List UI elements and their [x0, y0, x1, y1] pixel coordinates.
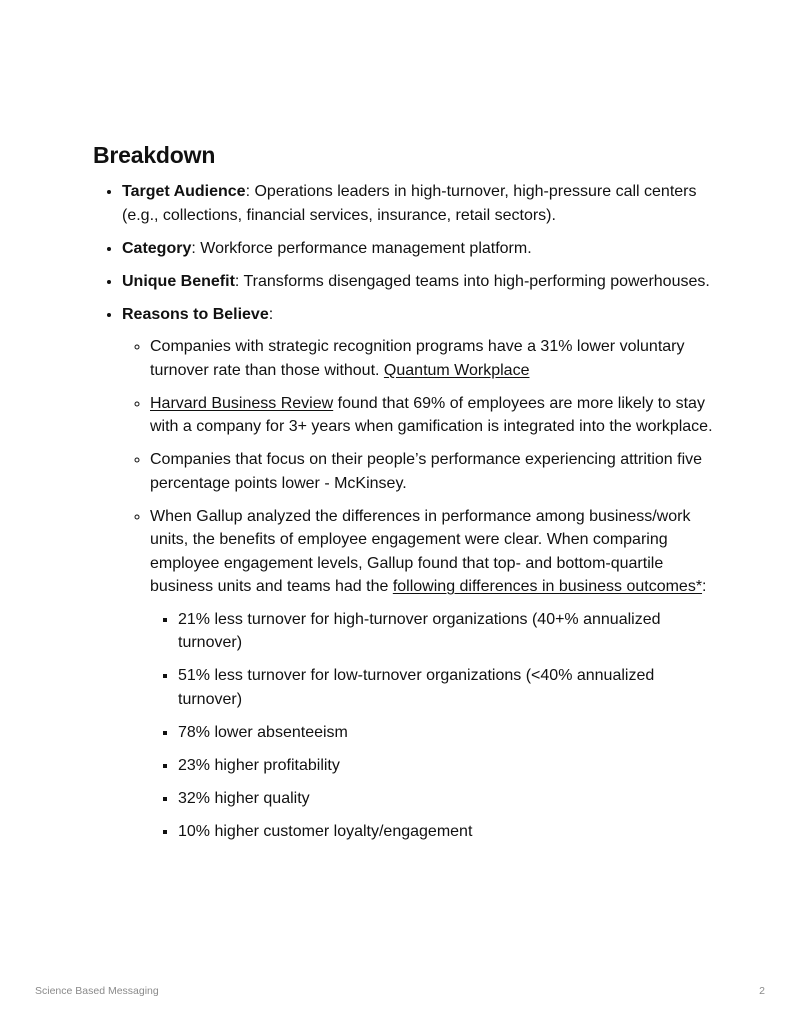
- list-item-unique-benefit: [122, 270, 713, 294]
- outcome-item: ▪ 23% higher profitability: [178, 754, 713, 778]
- list-item-reasons-to-believe: [122, 303, 713, 844]
- item-separator: :: [245, 183, 251, 200]
- reason-text: Companies that focus on their people’s performance experiencing attrition five percentage points lower - McKinsey.: [150, 451, 703, 492]
- item-label: Reasons to Believe: [122, 305, 269, 323]
- harvard-business-review-link[interactable]: Harvard Business Review: [150, 394, 334, 412]
- business-outcomes-link[interactable]: following differences in business outcomes*: [392, 578, 703, 595]
- item-separator: :: [191, 239, 196, 257]
- reason-text: When Gallup analyzed the differences in performance among business/work units, the benefits of employee engagement were clear. When comparing employee engagement levels, Gallup found that top- and bottom-quartile business units and teams had the: [150, 507, 691, 595]
- reason-item: [150, 448, 713, 495]
- list-item-category: [122, 237, 713, 261]
- footer-document-title: Science Based Messaging: [35, 985, 159, 997]
- list-item-target-audience: [122, 180, 713, 227]
- reason-item: [150, 392, 713, 439]
- reason-item: [150, 505, 713, 844]
- item-separator: :: [268, 305, 274, 323]
- outcome-item: ▪ 21% less turnover for high-turnover organizations (40+% annualized turnover): [178, 608, 713, 655]
- breakdown-list: [93, 180, 713, 843]
- section-title: Breakdown: [93, 142, 216, 168]
- quantum-workplace-link[interactable]: Quantum Workplace: [383, 361, 530, 379]
- reason-suffix: :: [702, 578, 707, 595]
- footer-page-number: 2: [759, 985, 765, 997]
- item-label: Unique Benefit: [122, 272, 235, 290]
- item-label: Target Audience: [122, 183, 246, 200]
- item-text: Operations leaders in high-turnover, high-pressure call centers (e.g., collections, financial services, insurance, retail sectors).: [122, 183, 697, 224]
- reason-text: Companies with strategic recognition programs have a 31% lower voluntary turnover rate than those without.: [150, 338, 685, 379]
- outcome-item: ▪ 10% higher customer loyalty/engagement: [178, 820, 713, 844]
- reasons-list: [122, 335, 713, 843]
- reason-text: found that 69% of employees are more likely to stay with a company for 3+ years when gamification is integrated into the workplace.: [150, 394, 713, 435]
- reason-item: [150, 335, 713, 382]
- item-text: Transforms disengaged teams into high-performing powerhouses.: [239, 272, 710, 290]
- outcome-item: ▪ 32% higher quality: [178, 787, 713, 811]
- item-label: Category: [122, 239, 192, 257]
- outcomes-list: [150, 608, 713, 844]
- item-separator: :: [234, 272, 240, 290]
- item-text: Workforce performance management platform.: [195, 239, 532, 257]
- document-content: [93, 140, 713, 853]
- outcome-item: ▪ 78% lower absenteeism: [178, 721, 713, 745]
- outcome-item: ▪ 51% less turnover for low-turnover organizations (<40% annualized turnover): [178, 664, 713, 711]
